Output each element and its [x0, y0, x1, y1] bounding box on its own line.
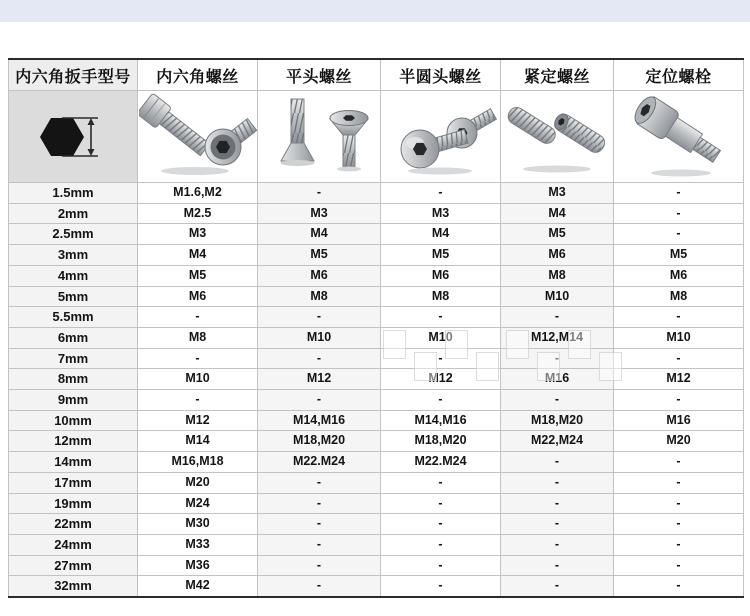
table-row: [9, 183, 744, 204]
table-row: [9, 555, 744, 576]
screw-size-cell: M3: [258, 203, 381, 224]
screw-size-cell: M8: [138, 327, 258, 348]
screw-size-cell: M18,M20: [501, 410, 614, 431]
screw-size-cell: -: [614, 390, 744, 411]
wrench-size-cell: 17mm: [9, 472, 138, 493]
screw-size-cell: -: [381, 534, 501, 555]
screw-size-cell: M12: [614, 369, 744, 390]
screw-size-cell: M10: [138, 369, 258, 390]
screw-size-cell: M14,M16: [381, 410, 501, 431]
screw-spec-table: [8, 58, 744, 598]
screw-size-cell: -: [258, 307, 381, 328]
screw-size-cell: -: [138, 390, 258, 411]
button-head-screw-photo: [381, 91, 501, 183]
screw-size-cell: -: [381, 348, 501, 369]
screw-size-cell: M4: [381, 224, 501, 245]
screw-size-cell: M10: [258, 327, 381, 348]
wrench-size-cell: 2mm: [9, 203, 138, 224]
wrench-size-cell: 10mm: [9, 410, 138, 431]
screw-size-cell: -: [501, 348, 614, 369]
wrench-size-cell: 7mm: [9, 348, 138, 369]
screw-size-cell: -: [258, 472, 381, 493]
table-row: [9, 307, 744, 328]
wrench-size-cell: 5mm: [9, 286, 138, 307]
column-header-button-head-screw: 半圆头螺丝: [381, 59, 501, 91]
screw-size-cell: -: [381, 472, 501, 493]
screw-size-cell: -: [614, 452, 744, 473]
screw-size-cell: -: [614, 472, 744, 493]
screw-spec-table-wrap: [8, 58, 743, 598]
screw-size-cell: -: [614, 534, 744, 555]
screw-size-cell: -: [501, 576, 614, 597]
shoulder-bolt-photo: [614, 91, 744, 183]
screw-size-cell: -: [381, 493, 501, 514]
column-header-shoulder-bolt: 定位螺栓: [614, 59, 744, 91]
wrench-size-cell: 19mm: [9, 493, 138, 514]
column-header-flat-head-screw: 平头螺丝: [258, 59, 381, 91]
table-row: [9, 576, 744, 597]
screw-size-cell: M12: [258, 369, 381, 390]
screw-size-cell: -: [614, 514, 744, 535]
screw-size-cell: M6: [501, 245, 614, 266]
screw-size-cell: M10: [614, 327, 744, 348]
wrench-size-cell: 14mm: [9, 452, 138, 473]
wrench-size-cell: 2.5mm: [9, 224, 138, 245]
screw-size-cell: M8: [501, 265, 614, 286]
screw-size-cell: M36: [138, 555, 258, 576]
screw-size-cell: -: [258, 183, 381, 204]
wrench-size-cell: 8mm: [9, 369, 138, 390]
table-row: [9, 369, 744, 390]
screw-size-cell: -: [501, 390, 614, 411]
screw-size-cell: M16: [614, 410, 744, 431]
table-row: [9, 534, 744, 555]
screw-size-cell: M5: [381, 245, 501, 266]
screw-size-cell: M5: [138, 265, 258, 286]
table-row: [9, 410, 744, 431]
header-row: [9, 59, 744, 91]
screw-size-cell: M18,M20: [258, 431, 381, 452]
screw-size-cell: -: [258, 493, 381, 514]
screw-size-cell: M5: [501, 224, 614, 245]
hex-wrench-size-diagram: [9, 91, 138, 183]
table-row: [9, 265, 744, 286]
screw-size-cell: M20: [614, 431, 744, 452]
wrench-size-cell: 3mm: [9, 245, 138, 266]
screw-size-cell: M8: [258, 286, 381, 307]
screw-size-cell: M3: [501, 183, 614, 204]
wrench-size-cell: 12mm: [9, 431, 138, 452]
screw-size-cell: M10: [501, 286, 614, 307]
screw-size-cell: -: [381, 307, 501, 328]
screw-size-cell: M12: [381, 369, 501, 390]
screw-size-cell: M14,M16: [258, 410, 381, 431]
table-row: [9, 348, 744, 369]
table-row: [9, 286, 744, 307]
table-row: [9, 390, 744, 411]
wrench-size-cell: 1.5mm: [9, 183, 138, 204]
socket-head-cap-screw-photo: [138, 91, 258, 183]
screw-size-cell: -: [381, 555, 501, 576]
top-banner-strip: [0, 0, 750, 22]
screw-size-cell: M30: [138, 514, 258, 535]
screw-size-cell: -: [258, 390, 381, 411]
table-row: [9, 452, 744, 473]
column-header-set-screw: 紧定螺丝: [501, 59, 614, 91]
table-row: [9, 493, 744, 514]
screw-size-cell: -: [501, 472, 614, 493]
wrench-size-cell: 4mm: [9, 265, 138, 286]
screw-size-cell: M3: [381, 203, 501, 224]
screw-size-cell: -: [501, 534, 614, 555]
spec-table-body: [9, 183, 744, 598]
screw-size-cell: M22.M24: [258, 452, 381, 473]
screw-size-cell: M6: [258, 265, 381, 286]
screw-size-cell: -: [614, 348, 744, 369]
screw-size-cell: -: [501, 514, 614, 535]
screw-size-cell: -: [138, 348, 258, 369]
screw-size-cell: M12,M14: [501, 327, 614, 348]
screw-size-cell: M18,M20: [381, 431, 501, 452]
screw-size-cell: -: [614, 224, 744, 245]
flat-head-screw-photo: [258, 91, 381, 183]
screw-size-cell: -: [258, 555, 381, 576]
screw-size-cell: M10: [381, 327, 501, 348]
screw-size-cell: -: [614, 555, 744, 576]
table-row: [9, 472, 744, 493]
screw-size-cell: M8: [381, 286, 501, 307]
set-screw-photo: [501, 91, 614, 183]
screw-size-cell: -: [381, 576, 501, 597]
screw-size-cell: M20: [138, 472, 258, 493]
screw-size-cell: M6: [138, 286, 258, 307]
screw-size-cell: M33: [138, 534, 258, 555]
screw-size-cell: -: [381, 514, 501, 535]
screw-size-cell: M1.6,M2: [138, 183, 258, 204]
screw-size-cell: M6: [614, 265, 744, 286]
wrench-size-cell: 9mm: [9, 390, 138, 411]
column-header-wrench-size: 内六角扳手型号: [9, 59, 138, 91]
screw-size-cell: M5: [614, 245, 744, 266]
screw-size-cell: -: [381, 390, 501, 411]
screw-size-cell: M22,M24: [501, 431, 614, 452]
screw-size-cell: -: [501, 307, 614, 328]
wrench-size-cell: 22mm: [9, 514, 138, 535]
wrench-size-cell: 27mm: [9, 555, 138, 576]
screw-size-cell: -: [381, 183, 501, 204]
screw-size-cell: -: [258, 514, 381, 535]
table-row: [9, 327, 744, 348]
screw-size-cell: M22.M24: [381, 452, 501, 473]
screw-size-cell: -: [501, 452, 614, 473]
wrench-size-cell: 32mm: [9, 576, 138, 597]
screw-size-cell: -: [501, 493, 614, 514]
wrench-size-cell: 6mm: [9, 327, 138, 348]
screw-size-cell: -: [614, 576, 744, 597]
table-row: [9, 431, 744, 452]
screw-size-cell: -: [258, 348, 381, 369]
wrench-size-cell: 5.5mm: [9, 307, 138, 328]
screw-size-cell: M24: [138, 493, 258, 514]
screw-size-cell: M4: [258, 224, 381, 245]
table-row: [9, 203, 744, 224]
screw-size-cell: M3: [138, 224, 258, 245]
photo-row: [9, 91, 744, 183]
screw-size-cell: M14: [138, 431, 258, 452]
table-row: [9, 514, 744, 535]
screw-size-cell: M6: [381, 265, 501, 286]
screw-size-cell: M4: [138, 245, 258, 266]
screw-size-cell: M4: [501, 203, 614, 224]
screw-size-cell: M12: [138, 410, 258, 431]
screw-size-cell: M16,M18: [138, 452, 258, 473]
table-row: [9, 224, 744, 245]
screw-size-cell: -: [501, 555, 614, 576]
table-row: [9, 245, 744, 266]
screw-size-cell: M5: [258, 245, 381, 266]
screw-size-cell: -: [614, 183, 744, 204]
screw-size-cell: M2.5: [138, 203, 258, 224]
screw-size-cell: -: [614, 203, 744, 224]
screw-size-cell: -: [258, 534, 381, 555]
screw-size-cell: M8: [614, 286, 744, 307]
screw-size-cell: M16: [501, 369, 614, 390]
screw-size-cell: -: [614, 307, 744, 328]
screw-size-cell: -: [258, 576, 381, 597]
screw-size-cell: -: [614, 493, 744, 514]
wrench-size-cell: 24mm: [9, 534, 138, 555]
column-header-socket-head-screw: 内六角螺丝: [138, 59, 258, 91]
screw-size-cell: M42: [138, 576, 258, 597]
screw-size-cell: -: [138, 307, 258, 328]
